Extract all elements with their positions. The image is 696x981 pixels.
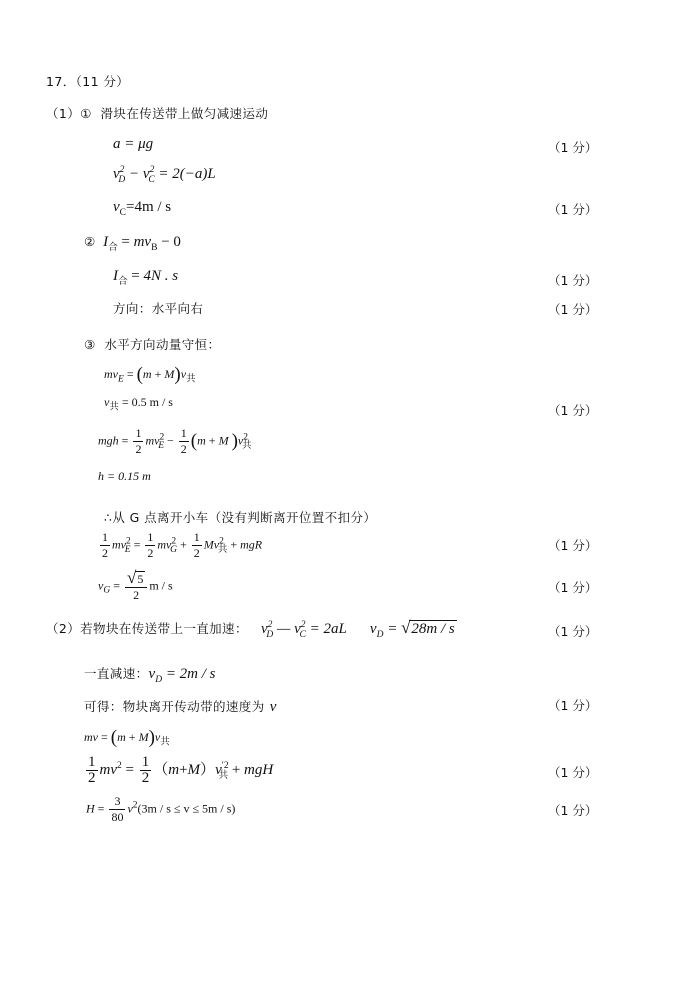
part2-line: （2）若物块在传送带上一直加速： $v^2_D$ — $v^2_C = 2aL$ $v_D = √28m / s$ [46,618,455,640]
eq-vG-value: $v_G$ = $\frac{√5}{2}$ m / s [98,568,173,602]
eq-impulse-value: $I_合 = 4N$ . s [113,268,179,287]
sub2-marker: ② [84,234,96,249]
score: （1 分） [548,202,598,217]
eq-h-value: h = 0.15 m [98,469,151,483]
score: （1 分） [548,302,598,317]
eq-impulse: ② $I_合 = mv_B - 0$ [84,234,181,253]
score: （1 分） [548,580,598,595]
eq-energy-g: $\frac{1}{2}$ $mv^2_E$ = $\frac{1}{2}$ $mv^2_G$ + $\frac{1}{2}$ $Mv^2_共$ + mgR [102,530,263,560]
score: （1 分） [548,765,598,780]
direction-text: 方向：水平向右 [113,301,204,316]
result-line [84,696,276,716]
eq-momentum: $mv_E = (m + M)v_共$ [104,364,196,385]
result-var: v [269,699,277,715]
eq-energy-H: $\frac{1}{2}$ $mv^2$ = $\frac{1}{2}$ $(m+M)v^{'2}_共$ + mgH [88,754,274,786]
conclusion-text: ∴从 G 点离开小车（没有判断离开位置不扣分） [104,510,377,525]
part1-line [46,104,268,122]
eq-energy-height: mgh = $\frac{1}{2}$ $mv^2_E$ − $\frac{1}{2}$ (m + M )$v^2_共$ [98,426,252,456]
eq-kinematics: $v^2_D - v^2_C = 2(-a)L$ [113,165,216,185]
score: （1 分） [548,403,598,418]
sub3-marker: ③ [84,337,96,352]
eq-vc: $v_C=4m / s$ [113,199,172,218]
vg-value: = 0.5 m / s [121,395,173,409]
eq-acceleration: a = μg [113,136,154,152]
sub3-text: 水平方向动量守恒： [104,337,221,352]
eq-momentum-v: mv = $(m + M)v_共$ [84,727,170,748]
sub1-marker: ① [80,106,92,121]
score: （1 分） [548,538,598,553]
decel-value: = 2m / s [165,666,216,682]
score: （1 分） [548,140,598,155]
eq-final-H: H = $\frac{3}{80}$ $v^2(3m / s \le v \le 5m / s)$ [86,794,236,824]
score: （1 分） [548,803,598,818]
score: （1 分） [548,273,598,288]
result-text: 可得：物块离开传动带的速度为 [84,699,265,714]
part2-label: （2）若物块在传送带上一直加速： [46,621,248,636]
decel-text: 一直减速： [84,666,149,681]
decel-line: 一直减速：$v_D = 2m / s$ [84,666,216,685]
sub1-text: 滑块在传送带上做匀减速运动 [100,106,269,121]
score: （1 分） [548,698,598,713]
score: （1 分） [548,624,598,639]
vc-value: =4m / s [126,199,172,215]
question-header: 17．（11 分） [46,74,130,89]
final-range: (3m / s ≤ v ≤ 5m / s) [137,801,236,816]
impulse-value: 4N . s [143,268,179,284]
part1-label: （1） [46,106,81,121]
eq-vg-common: $v_共 = 0.5$ m / s [104,395,173,413]
sub3-line [84,335,220,353]
